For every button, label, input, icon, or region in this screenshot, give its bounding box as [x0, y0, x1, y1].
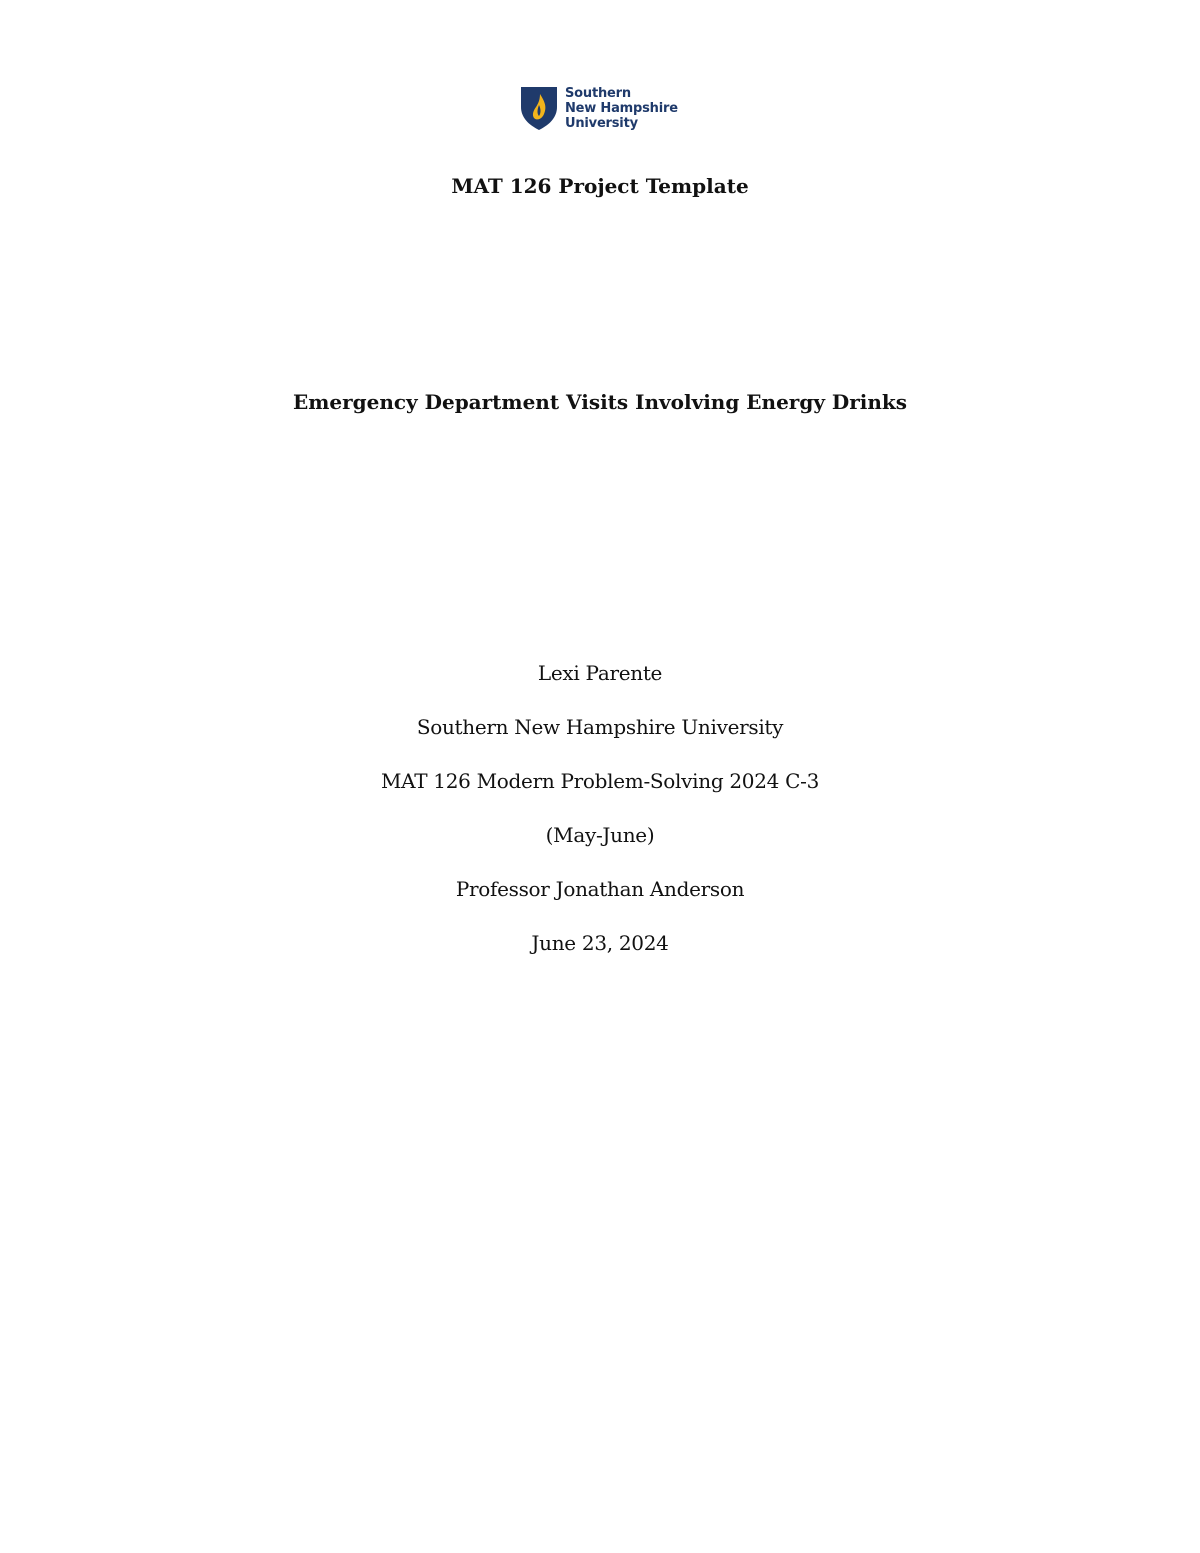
university-logo-text [565, 86, 678, 131]
logo-text-line-2: New Hampshire [565, 100, 678, 116]
logo-text-line-3: University [565, 115, 638, 131]
university-logo [519, 84, 689, 132]
submission-date: June 23, 2024 [531, 931, 669, 955]
professor-name: Professor Jonathan Anderson [455, 877, 745, 901]
shield-flame-icon [519, 85, 559, 131]
project-title: Emergency Department Visits Involving Energy Drinks [292, 390, 908, 414]
template-title: MAT 126 Project Template [451, 174, 749, 198]
course-name: MAT 126 Modern Problem-Solving 2024 C-3 [380, 769, 820, 793]
course-term: (May-June) [545, 823, 655, 847]
logo-text-line-1: Southern [565, 85, 631, 101]
institution-name: Southern New Hampshire University [416, 715, 784, 739]
author-name: Lexi Parente [537, 661, 663, 685]
